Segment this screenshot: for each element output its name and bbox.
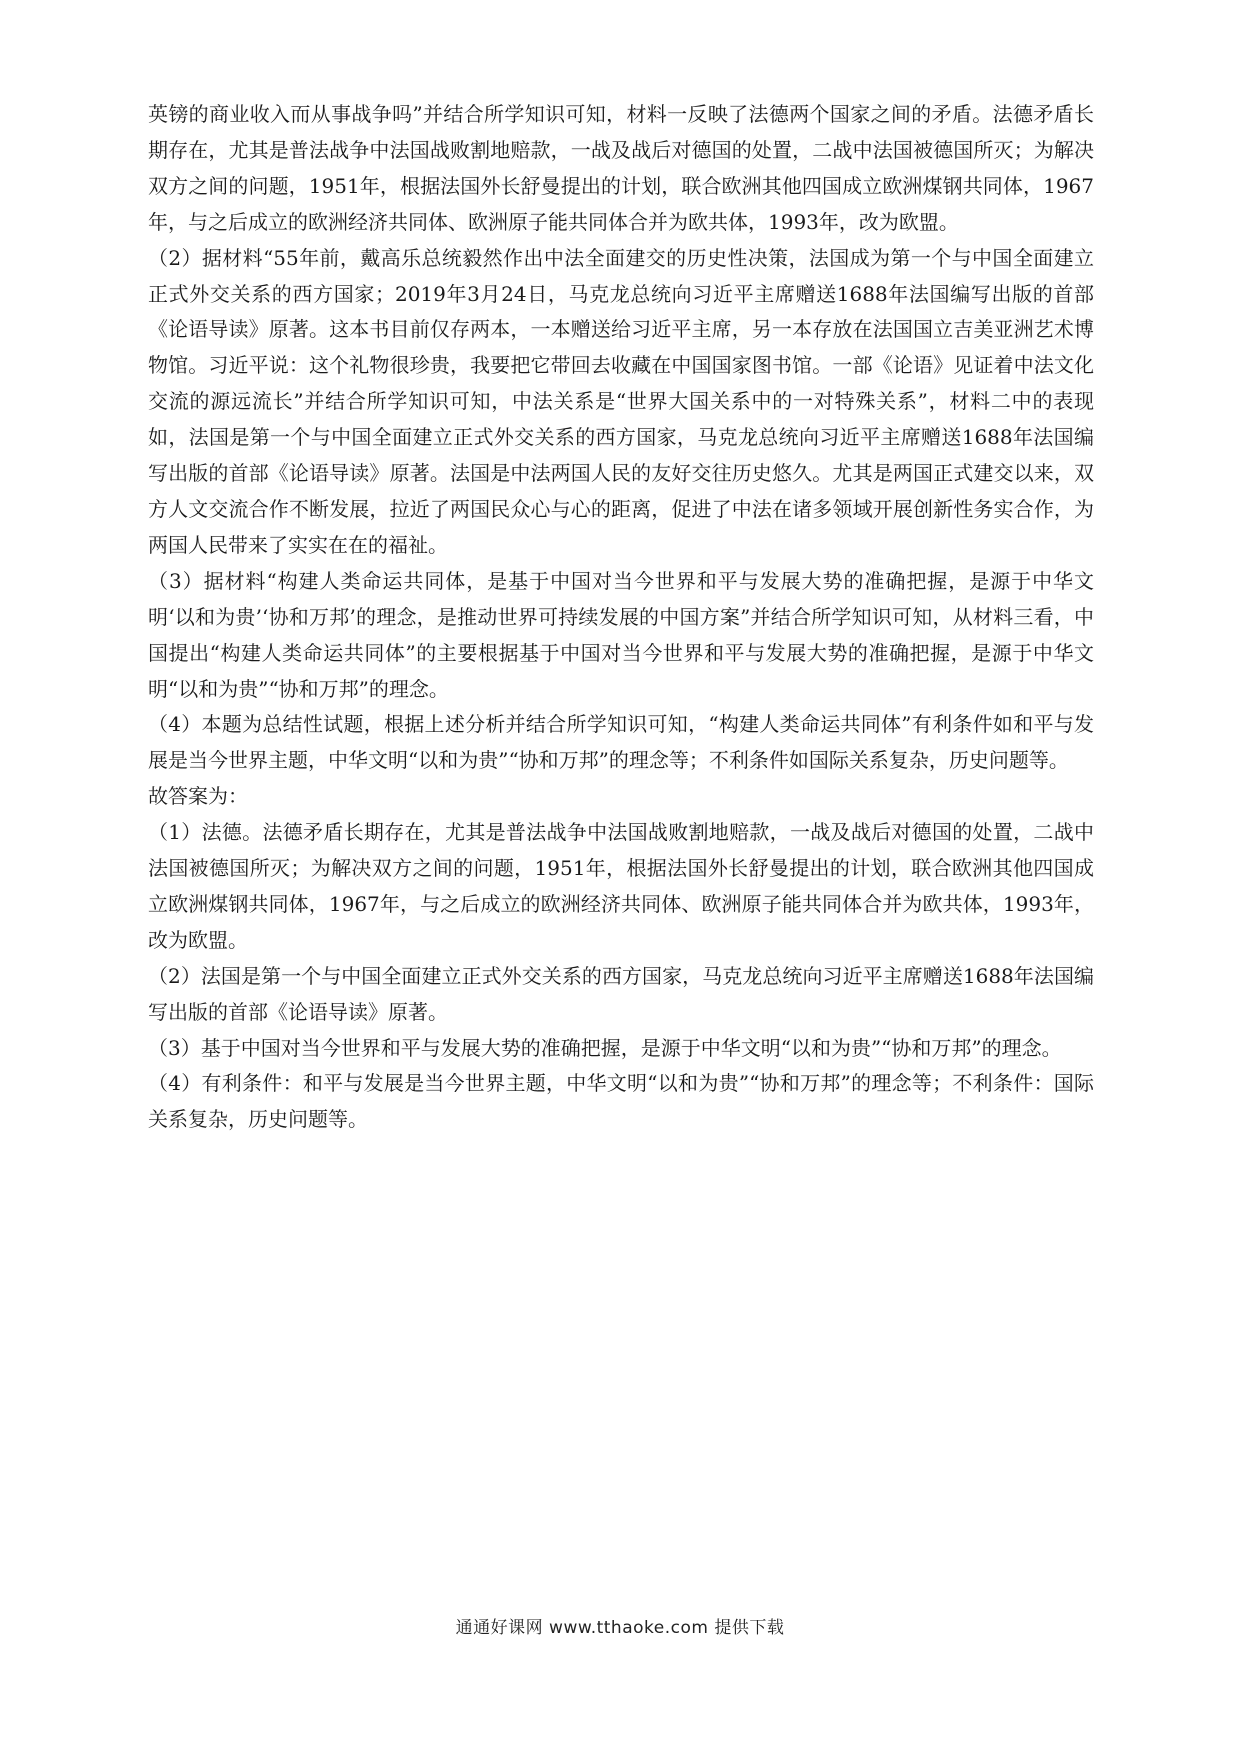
answer-2: （2）法国是第一个与中国全面建立正式外交关系的西方国家，马克龙总统向习近平主席赠送1688年法国编写出版的首部《论语导读》原著。 [148,963,1094,1024]
paragraph-4: （4）本题为总结性试题，根据上述分析并结合所学知识可知，“构建人类命运共同体”有利条件如和平与发展是当今世界主题，中华文明“以和为贵”“协和万邦”的理念等；不利条件如国际关系复杂，历史问题等。 [148,712,1094,773]
answer-4: （4）有利条件：和平与发展是当今世界主题，中华文明“以和为贵”“协和万邦”的理念等；不利条件：国际关系复杂，历史问题等。 [148,1071,1094,1132]
answer-1: （1）法德。法德矛盾长期存在，尤其是普法战争中法国战败割地赔款，一战及战后对德国的处置，二战中法国被德国所灭；为解决双方之间的问题，1951年，根据法国外长舒曼提出的计划，联合欧洲其他四国成立欧洲煤钢共同体，1967年，与之后成立的欧洲经济共同体、欧洲原子能共同体合并为欧共体，1993年，改为欧盟。 [148,820,1094,952]
document-body [148,97,1094,1138]
paragraph-2: （2）据材料“55年前，戴高乐总统毅然作出中法全面建交的历史性决策，法国成为第一个与中国全面建立正式外交关系的西方国家；2019年3月24日，马克龙总统向习近平主席赠送1688年法国编写出版的首部《论语导读》原著。这本书目前仅存两本，一本赠送给习近平主席，另一本存放在法国国立吉美亚洲艺术博物馆。习近平说：这个礼物很珍贵，我要把它带回去收藏在中国国家图书馆。一部《论语》见证着中法文化交流的源远流长”并结合所学知识可知，中法关系是“世界大国关系中的一对特殊关系”，材料二中的表现如，法国是第一个与中国全面建立正式外交关系的西方国家，马克龙总统向习近平主席赠送1688年法国编写出版的首部《论语导读》原著。法国是中法两国人民的友好交往历史悠久。尤其是两国正式建交以来，双方人文交流合作不断发展，拉近了两国民众心与心的距离，促进了中法在诸多领域开展创新性务实合作，为两国人民带来了实实在在的福祉。 [148,245,1094,557]
paragraph-1: 英镑的商业收入而从事战争吗”并结合所学知识可知，材料一反映了法德两个国家之间的矛盾。法德矛盾长期存在，尤其是普法战争中法国战败割地赔款，一战及战后对德国的处置，二战中法国被德国所灭；为解决双方之间的问题，1951年，根据法国外长舒曼提出的计划，联合欧洲其他四国成立欧洲煤钢共同体，1967年，与之后成立的欧洲经济共同体、欧洲原子能共同体合并为欧共体，1993年，改为欧盟。 [148,102,1094,234]
answer-heading: 故答案为： [148,784,248,809]
answer-3: （3）基于中国对当今世界和平与发展大势的准确把握，是源于中华文明“以和为贵”“协和万邦”的理念。 [148,1035,1062,1060]
page-footer: 通通好课网 www.tthaoke.com 提供下载 [455,1618,785,1638]
paragraph-3: （3）据材料“构建人类命运共同体，是基于中国对当今世界和平与发展大势的准确把握，是源于中华文明‘以和为贵’‘协和万邦’的理念，是推动世界可持续发展的中国方案”并结合所学知识可知，从材料三看，中国提出“构建人类命运共同体”的主要根据基于中国对当今世界和平与发展大势的准确把握，是源于中华文明“以和为贵”“协和万邦”的理念。 [148,568,1094,701]
